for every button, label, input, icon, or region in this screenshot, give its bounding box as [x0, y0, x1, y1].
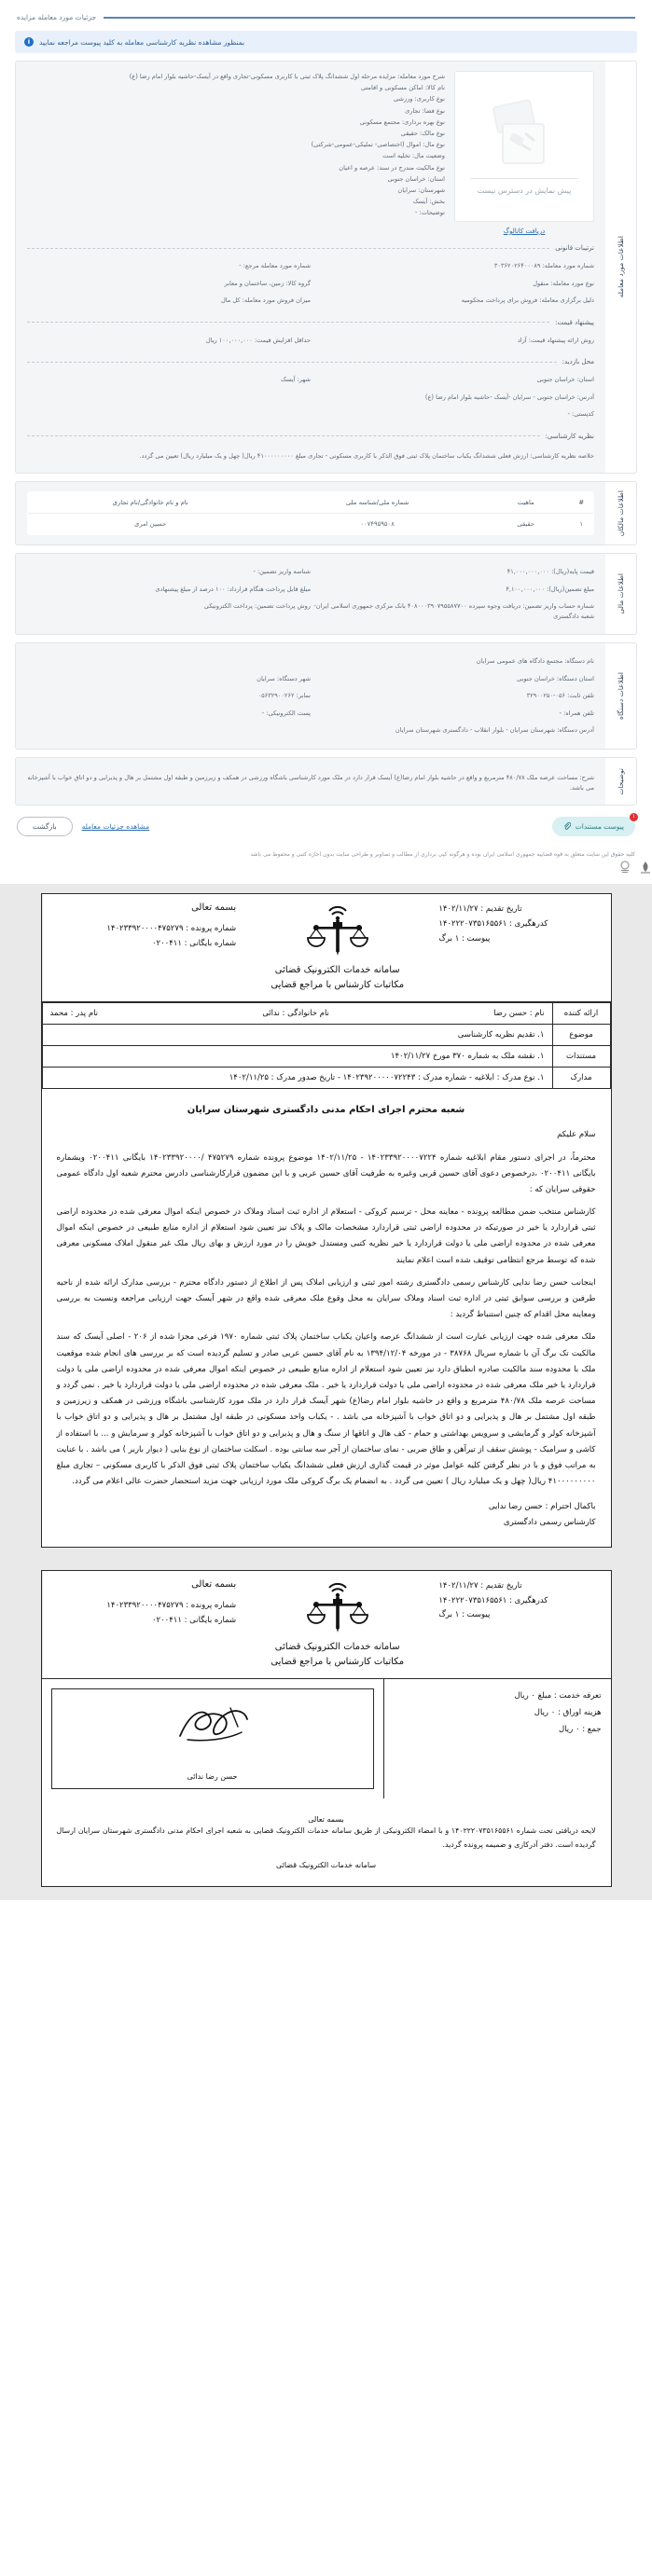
doc2-header: [42, 1571, 611, 1679]
case-number-value: ۱۴۰۲۳۳۹۲۰۰۰۰۴۷۵۲۷۹: [106, 1600, 184, 1610]
notice-text: بمنظور مشاهده نظریه کارشناسی معامله به کلید پیوست مراجعه نمایید: [39, 37, 245, 47]
doc2-submit-date: [438, 1579, 600, 1594]
judiciary-logo-icon: [639, 860, 652, 875]
field-org-address: آدرس دستگاه: شهرستان سرایان - بلوار انقلاب - دادگستری شهرستان سرایان: [395, 726, 594, 735]
item-field: بخش: آیسک: [412, 198, 445, 206]
doc1-attachment: [438, 932, 600, 947]
presenter-first-name: نام : حسن رضا: [493, 1009, 545, 1019]
submit-date-label: تاریخ تقدیم :: [480, 904, 522, 915]
title-rule: [104, 17, 635, 19]
handwritten-signature-icon: [173, 1702, 253, 1745]
view-deal-details-link[interactable]: مشاهده جزئیات معامله: [81, 822, 150, 832]
doc2-archive-number: [53, 1614, 237, 1629]
doc2-system-footer: سامانه خدمات الکترونیک قضائی: [275, 1861, 377, 1870]
field-base-price: قیمت پایه(ریال): ۴۱,۰۰۰,۰۰۰,۰۰۰: [506, 568, 594, 576]
doc2-legal-note: لایحه دریافتی تحت شماره ۱۴۰۲۲۲۰۷۳۵۱۶۵۵۶۱ و با امضاء الکترونیکی از طریق سامانه خدمات الکترونیک قضایی به شعبه اجرای احکام مدنی دادگستری شهرستان سرایان ارسال گردیده است. دفتر آدرکازی و ضمیمه پرونده گردید.: [56, 1825, 596, 1850]
doc1-header-left: [428, 894, 610, 1001]
dashed-rule: [27, 248, 549, 249]
item-field: نوع فضا: تجاری: [405, 106, 445, 115]
doc2-bismillah-caption: بسمه تعالی: [308, 1814, 344, 1824]
doc1-system-subtitle: مکاتبات کارشناس با مراجع قضایی: [271, 980, 405, 991]
breadcrumb-label: جزئیات مورد معامله مزایده: [17, 13, 97, 21]
doc2-fee-column: [383, 1679, 611, 1798]
col-nature: ماهیت: [482, 492, 570, 514]
attachment-label: پیوست :: [461, 1610, 491, 1620]
doc1-header-right: [42, 894, 247, 1001]
doc1-bismillah: بسمه تعالی: [191, 902, 237, 914]
field-guarantee-amount: مبلغ تضمین(ریال): ۴,۱۰۰,۰۰۰,۰۰۰: [506, 585, 594, 593]
item-field: شهرستان: سرایان: [397, 186, 445, 194]
dashed-rule: [27, 362, 557, 363]
preview-divider: [470, 178, 578, 179]
field-postal-code: کدپستی: -: [567, 410, 594, 419]
doc2-bismillah: بسمه تعالی: [191, 1578, 237, 1590]
table-row: [28, 514, 594, 535]
item-field: نام کالا: اماکن مسکونی و اقامتی: [360, 84, 445, 92]
doc1-system-name: سامانه خدمات الکترونیک قضائی: [274, 965, 400, 976]
attachment-count-badge: ۱: [630, 813, 638, 821]
attachment-value: ۱ برگ: [438, 933, 460, 944]
cell-nature: حقیقی: [482, 514, 570, 535]
doc1-header: [42, 894, 611, 1002]
item-field: نوع کاربری: ورزشی: [393, 95, 445, 103]
judicial-document-page-2: [0, 1561, 652, 1900]
col-index: #: [570, 492, 594, 514]
field-right: شماره مورد معامله: ۳۰۳۶۲۰۲۶۴۰۰۰۸۹: [493, 262, 594, 269]
doc2-header-left: [428, 1571, 610, 1678]
doc1-meta-table: [42, 1002, 611, 1089]
doc1-archive-number: [53, 937, 237, 952]
tracking-label: کدرهگیری :: [509, 1595, 548, 1605]
meta-label-subject: موضوع: [552, 1025, 610, 1046]
doc2-case-number: [53, 1599, 237, 1614]
financial-rows: [27, 563, 594, 625]
archive-value: ۰۲۰۰۴۱۱: [151, 1615, 182, 1625]
item-field: نوع مالک: حقیقی: [400, 129, 445, 137]
panel-description-body: [15, 757, 605, 806]
footer-logos: [0, 858, 652, 880]
item-field: نوع مالکیت مندرج در سند: عرصه و اعیان: [339, 163, 445, 172]
meta-row-presenter: [42, 1003, 610, 1025]
case-number-label: شماره پرونده :: [186, 924, 237, 934]
dashed-rule: [27, 435, 540, 436]
panel-financial-body: [15, 553, 605, 635]
item-field: شرح مورد معامله: مزایده مرحله اول ششدانگ پلاک ثبتی با کاربری مسکونی-تجاری واقع در آیسک-حاشیه بلوار امام رضا (ع): [129, 73, 445, 80]
submit-date-value: ۱۴۰۲/۱۱/۲۷: [438, 904, 479, 915]
field-deposit-account: شماره حساب واریز تضمین: دریافت وجوه سپرده ۴۰۸۰۰۰۳۹۰۷۹۵۵۸۷۷۰۰ بانک مرکزی جمهوری اسلامی ایران- شعبه دادگستری: [313, 602, 594, 620]
preview-placeholder: [454, 71, 594, 222]
field-org-mobile: تلفن همراه: -: [559, 709, 594, 717]
field-org-email: پست الکترونیکی: -: [261, 709, 311, 717]
cell-national-id: ۰۰۷۴۹۵۹۵۰۸: [272, 514, 482, 535]
doc2-system-name: سامانه خدمات الکترونیک قضائی: [274, 1641, 400, 1652]
enamad-logo-icon: [618, 860, 631, 875]
doc2-signature-column: [42, 1679, 383, 1798]
owners-table: [27, 491, 594, 535]
field-guarantee-id: شناسه واریز تضمین: -: [253, 568, 311, 576]
col-national-id: شماره ملی/شناسه ملی: [272, 492, 482, 514]
field-org-city: شهر دستگاه: سرایان: [257, 674, 311, 682]
scales-of-justice-icon: [305, 1579, 370, 1637]
tab-item-info[interactable]: [605, 61, 637, 474]
tab-organization-label: اطلاعات دستگاه: [617, 672, 625, 721]
left-actions: [17, 817, 149, 836]
doc1-tracking: [438, 917, 600, 932]
doc1-header-center: [246, 894, 428, 1001]
organization-rows: [27, 653, 594, 739]
doc1-paragraph: محترماً، در اجرای دستور مقام ابلاغیه شماره ۱۴۰۲۳۳۹۲۰۰۰۰۷۲۲۴ - ۱۴۰۲/۱۱/۲۵ موضوع پرونده شماره ۴۷۵۲۷۹ /۱۴۰۲۳۳۹۲۰۰۰۰ بایگانی ۰۲۰۰۴۱۱ وبشماره بایگانی ۰۲۰۰۴۱۱ ،درخصوص دعوی آقای حسین قربی وغیره به طرفیت آقای حسین عربی و با این مضمون قرارکارشناسی دادرس محترم شعبه اول دادگاه عمومی حقوقی سرایان که :: [56, 1152, 596, 1194]
doc2-system-subtitle: مکاتبات کارشناس با مراجع قضایی: [271, 1656, 405, 1667]
notice-banner: [15, 31, 637, 53]
field-right: نوع مورد معامله: منقول: [533, 279, 594, 287]
attachment-value: ۱ برگ: [438, 1610, 460, 1620]
field-left: گروه کالا: زمین، ساختمان و معابر: [224, 279, 311, 287]
case-number-value: ۱۴۰۲۳۳۹۲۰۰۰۰۴۷۵۲۷۹: [106, 924, 184, 934]
gavel-document-icon: [488, 98, 561, 171]
presenter-father-name: نام پدر : محمد: [49, 1009, 99, 1019]
doc1-paragraph: ملک معرفی شده جهت ارزیابی عبارت است از ششدانگ عرصه واعیان یکباب ساختمان پلاک ثبتی شماره ۱۹۷۰ فرعی مجزا شده از ۲۰۶ - اصلی آیسک که سند مالکیت تک برگ آن با شماره سریال ۳۸۷۶۸ - در مورخه ۱۳۹۴/۱۲/۰۴ به نام آقای حسین عربی صادر و تسلیم گردیده است که بر بررسی های انجام شده موقعیت ملک با محدوده سند مالکیت صادره انطباق دارد نیز تعیین شود استعلام از اداره منابع طبیعی در خصوص اینکه اموال معرفی شده در محدوده اراضی ملی یا دولت قراردارد یا خیر ملک معرفی شده در محدوده اراضی ملی یا دولت قراردارد یا خیر . ملک معرفی شده در محدوده اراضی ملی یا دولت قراردارد یا خیر . نمی گردد و مساحت عرصه ملک ۴۸۰/۷۸ مترمربع و واقع در حاشیه بلوار امام رضا(ع) شهر آیسک قرار دارد در ملک مورد کارشناسی باشگاه ورزشی در همکف و زیرزمین و طبقه اول مشتمل بر هال و پذیرایی و دو اتاق خواب با آشپزخانه می باشد . - یکباب واحد مسکونی در طبقه اول مشتمل بر هال و پذیرایی و دو اتاق خواب با آشپزخانه کولر و گرمایشی و سرویس بهداشتی و حمام - کف هال و اتاقها از سنگ و هال و پذیرایی و دو اتاق خواب با آشپزخانه کولر و سرمایش و ... با استفاده از کاشی و سرامیک - پوشش سقف از تیرآهن و طاق ضربی - نمای ساختمان از آجر سه سانتی بوده . اسکلت ساختمان از نوع بنایی ( دیوار باربر ) می باشد . با عنایت به مراتب فوق و با در نظر گرفتن کلیه عوامل موثر در قیمت گذاری ارزش فعلی ششدانگ یکباب ساختمان پلاک ثبتی فوق الذکر با کاربری مسکونی – تجاری مبلغ ۴۱۰۰۰۰۰۰۰۰۰ ریال( چهل و یک میلیارد ریال ) تعیین می گردد . به انضمام یک برگ کروکی ملک مورد ارزیابی جهت مزید استحضار حضرت عالی اعلام می گردد.: [56, 1332, 596, 1487]
signer-name: حسن رضا ندائی: [187, 1771, 238, 1781]
panel-owners: [15, 481, 637, 545]
group-heading-expert: [27, 433, 594, 440]
doc2-header-right: [42, 1571, 247, 1678]
meta-value-subject: ۱. تقدیم نظریه کارشناسی: [42, 1025, 552, 1046]
panel-description: [15, 757, 637, 806]
tab-organization[interactable]: [605, 642, 637, 750]
breadcrumb: [0, 0, 652, 27]
panel-financial: [15, 553, 637, 635]
scales-of-justice-icon: [305, 902, 370, 960]
doc1-sheet: [41, 893, 612, 1548]
preview-placeholder-text: پیش نمایش در دسترس نیست: [477, 186, 572, 195]
panel-item-info-body: [15, 61, 605, 474]
auction-detail-panel: [0, 0, 652, 884]
item-field: استان: خراسان جنوبی: [387, 174, 445, 183]
doc2-signature-area: [42, 1679, 611, 1798]
panel-organization: [15, 642, 637, 750]
table-header-row: [28, 492, 594, 514]
field-payment-method: روش پرداخت تضمین: پرداخت الکترونیکی: [203, 602, 311, 611]
fee-total-amount: جمع : ۰ ریال: [559, 1724, 602, 1734]
info-icon: i: [24, 37, 34, 47]
tracking-value: ۱۴۰۲۲۲۰۷۳۵۱۶۵۵۶۱: [438, 1595, 507, 1605]
attach-label: پیوست مستندات: [575, 822, 624, 832]
signature-box: [51, 1688, 374, 1789]
doc2-sheet: [41, 1570, 612, 1887]
tab-description[interactable]: [605, 757, 637, 806]
item-field-list: [27, 71, 445, 218]
tab-financial-label: اطلاعات مالی: [617, 573, 625, 614]
item-field: نوع بهره برداری: مجتمع مسکونی: [359, 117, 445, 126]
doc1-case-number: [53, 922, 237, 937]
meta-value-attachments: ۱. نقشه ملک به شماره ۳۷۰ مورخ ۱۴۰۲/۱۱/۲۷: [42, 1046, 552, 1068]
tab-financial[interactable]: [605, 553, 637, 635]
tab-owners-label: اطلاعات مالکان: [617, 489, 625, 537]
group-rows-price: [27, 332, 594, 350]
item-field: نوع مال: اموال (اختصاصی- تملیکی-عمومی-شرکتی): [311, 141, 445, 149]
field-right: دلیل برگزاری معامله: فروش برای پرداخت محکومیه: [461, 296, 594, 305]
action-bar: [17, 814, 636, 836]
doc1-paragraph: کارشناس منتخب ضمن مطالعه پرونده - معاینه محل - ترسیم کروکی - استعلام از اداره ثبت اسناد وملاک در خصوص اینکه اموال معرفی شده در محدوده اراضی ثبتی قراردارد یا خیر در صورتیکه در محدوده اراضی ثبتی قراردارد مشخصات مالک و پلاک نیز تعیین شود استعلام از اداره منابع طبیعی در خصوص اینکه اموال معرفی شده در محدوده اراضی ملی یا دولت قراردارد یا خیر نظریه کتبی ومستدل خویش را در مورد ارزش و بهای ریال ملک غیر منقول املاک مسکونی معرفی شده که توسط مرجع انتظامی توقیف شده است اعلام نمایند: [56, 1207, 596, 1265]
description-text: شرح: مساحت عرصه ملک ۴۸۰/۷۸ مترمربع و واقع در حاشیه بلوار امام رضا(ع) آیسک قرار دارد در ملک مورد کارشناسی باشگاه ورزشی در همکف و زیرزمین و طبقه اول مشتمل بر هال و پذیرایی و دو اتاق خواب با آشپزخانه می باشد.: [27, 773, 594, 792]
meta-row-subject: [42, 1025, 610, 1046]
doc1-submit-date: [438, 902, 600, 917]
doc2-tracking: [438, 1594, 600, 1609]
panel-organization-body: [15, 642, 605, 750]
field-org-province: استان دستگاه: خراسان جنوبی: [517, 674, 594, 682]
group-heading-visit-label: محل بازدید:: [562, 358, 594, 366]
field-left: شماره مورد معامله مرجع: -: [239, 262, 311, 269]
dashed-rule: [27, 322, 549, 323]
tab-owners[interactable]: [605, 481, 637, 545]
item-field: وضعیت مال: تخلیه است: [382, 152, 445, 160]
attachment-label: پیوست :: [461, 933, 491, 944]
cell-name: حسین امری: [28, 514, 273, 535]
fee-service-amount: تعرفه خدمت : مبلغ ۰ ریال: [514, 1690, 602, 1701]
doc2-header-center: [246, 1571, 428, 1678]
paperclip-icon: [563, 822, 571, 831]
group-heading-legal: [27, 244, 594, 252]
expert-summary: خلاصه نظریه کارشناسی: ارزش فعلی ششدانگ یکباب ساختمان پلاک ثبتی فوق الذکر با کاربری مسکونی - تجاری مبلغ ۴۱۰۰۰۰۰۰۰۰۰ ریال( چهل و یک میلیارد ریال) تعیین می گردد.: [139, 451, 594, 460]
field-address: آدرس: خراسان جنوبی - سرایان -آیسک -حاشیه بلوار امام رضا (ع): [424, 393, 594, 401]
panel-item-info: [15, 61, 637, 474]
presenter-last-name: نام خانوادگی : ندائی: [262, 1009, 329, 1019]
judicial-document-page-1: [0, 884, 652, 1561]
catalog-download-link[interactable]: دریافت کاتالوگ: [503, 227, 546, 235]
meta-row-documents: [42, 1068, 610, 1089]
group-heading-price-label: پیشنهاد قیمت:: [555, 318, 594, 326]
group-heading-visit: [27, 358, 594, 365]
field-org-name: نام دستگاه: مجتمع دادگاه های عمومی سرایان: [476, 657, 594, 666]
doc1-signer-title: کارشناس رسمی دادگستری: [503, 1517, 596, 1527]
field-right: استان: خراسان جنوبی: [536, 376, 594, 384]
submit-date-label: تاریخ تقدیم :: [480, 1580, 522, 1591]
cell-index: ۱: [570, 514, 594, 535]
doc2-body: [42, 1798, 611, 1886]
fee-stamp-amount: هزینه اوراق : ۰ ریال: [534, 1707, 602, 1717]
doc1-paragraph: اینجانب حسن رضا ندایی کارشناس رسمی دادگستری رشته امور ثبتی و ارزیابی املاک پس از اطلاع از دستور دادگاه محترم - بررسی مدارک ارائه شده از ناحیه طرفین و بررسی سوابق ثبتی در اداره ثبت اسناد وملاک سرایان به محل وقوع ملک معرفی شده واقع در شهر آیسک جهت ارزیابی مراجعه ونسبت به بررسی ومعاینه محل اقدام که چنین استنباط گردید :: [56, 1277, 596, 1320]
col-name: نام و نام خانوادگی/نام تجاری: [28, 492, 273, 514]
meta-label-attachments: مستندات: [552, 1046, 610, 1068]
field-left: شهر: آیسک: [281, 376, 311, 384]
panel-owners-body: [15, 481, 605, 545]
group-rows-legal: [27, 257, 594, 310]
tracking-value: ۱۴۰۲۲۲۰۷۳۵۱۶۵۵۶۱: [438, 919, 507, 930]
tab-description-label: توضیحات: [617, 767, 625, 795]
group-heading-legal-label: ترتیبات قانونی: [555, 244, 594, 252]
field-left: میزان فروش مورد معامله: کل مال: [220, 296, 311, 305]
meta-label-documents: مدارک: [552, 1068, 610, 1089]
meta-value-presenter: [42, 1003, 552, 1025]
meta-value-documents: ۱. نوع مدرک : ابلاغیه - شماره مدرک : ۱۴۰۲۳۹۲۰۰۰۰۰۷۲۲۴۳ - تاریخ صدور مدرک : ۱۴۰۲/۱۱/۲۵: [42, 1068, 552, 1089]
field-right: روش ارائه پیشنهاد قیمت: آزاد: [517, 336, 594, 344]
item-field: توضیحات: -: [415, 209, 445, 217]
doc1-salutation: سلام علیکم: [557, 1130, 596, 1140]
archive-label: شماره بایگانی :: [184, 939, 237, 949]
archive-label: شماره بایگانی :: [184, 1615, 237, 1625]
doc1-signer-name: باکمال احترام : حسن رضا ندایی: [488, 1502, 596, 1512]
field-org-phone: تلفن ثابت: ۰۵۶-۳۲۹۰۰۲۵۰: [526, 692, 594, 700]
meta-label-presenter: ارائه کننده: [552, 1003, 610, 1025]
case-number-label: شماره پرونده :: [186, 1600, 237, 1610]
submit-date-value: ۱۴۰۲/۱۱/۲۷: [438, 1580, 479, 1591]
back-button[interactable]: بازگشت: [17, 817, 73, 836]
field-org-fax: نمابر: ۰۵۶۳۲۹۰۰۲۶۲: [257, 692, 311, 700]
doc1-title: شعبه محترم اجرای احکام مدنی دادگستری شهرستان سرایان: [187, 1105, 465, 1116]
archive-value: ۰۲۰۰۴۱۱: [151, 939, 182, 949]
tracking-label: کدرهگیری :: [509, 919, 548, 930]
group-rows-visit: [27, 371, 594, 423]
doc1-signature-block: [57, 1499, 596, 1530]
group-heading-expert-label: نظریه کارشناسی:: [545, 432, 594, 440]
tab-item-info-label: اطلاعات مورد معامله: [617, 236, 625, 298]
doc2-attachment: [438, 1608, 600, 1623]
attach-documents-button[interactable]: [552, 814, 636, 836]
group-heading-price: [27, 319, 594, 326]
doc1-body: [42, 1089, 611, 1547]
field-left: حداقل افزایش قیمت: ۱۰۰,۰۰۰,۰۰۰ ریال: [205, 336, 311, 344]
meta-row-attachments: [42, 1046, 610, 1068]
footer-copyright: کلیه حقوق این سایت متعلق به قوه قضاییه جمهوری اسلامی ایران بوده و هرگونه کپی برداری از مطالب و تصاویر و طراحی سایت بدون اجازه کتبی و محفوظ می باشد: [250, 851, 635, 859]
field-payable-amount: مبلغ قابل پرداخت هنگام قرارداد: ۱۰۰ درصد از مبلغ پیشنهادی: [155, 585, 311, 593]
